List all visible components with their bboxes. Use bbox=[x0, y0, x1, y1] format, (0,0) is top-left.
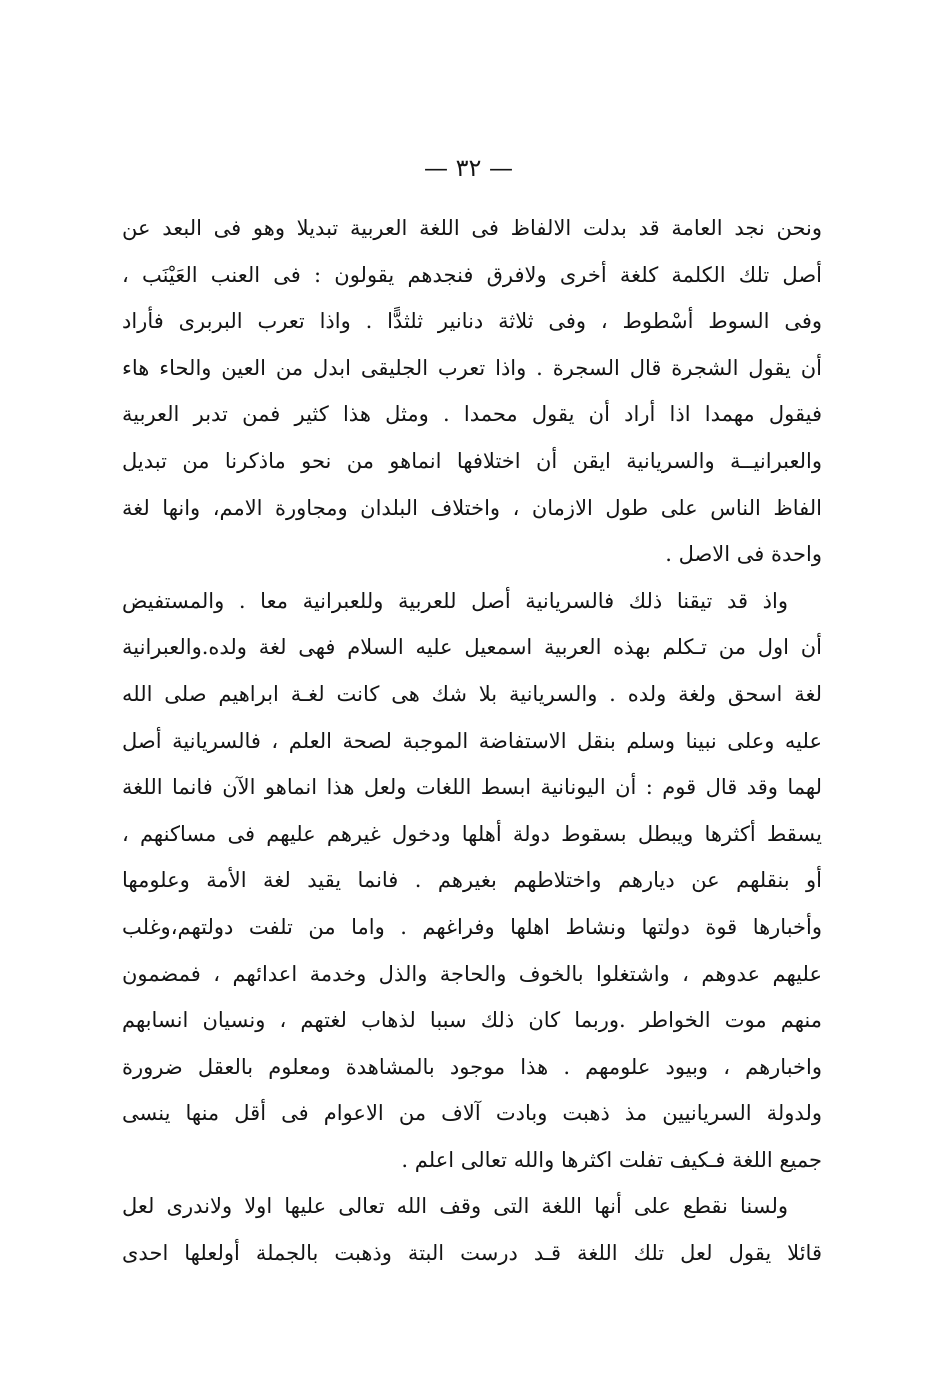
text-line: يسقط أكثرها ويبطل بسقوط دولة أهلها ودخول غيرهم عليهم فى مساكنهم ، bbox=[122, 821, 822, 846]
text-line: جميع اللغة فـكيف تفلت اكثرها والله تعالى اعلم . bbox=[401, 1147, 822, 1172]
text-line: أو بنقلهم عن ديارهم واختلاطهم بغيرهم . فانما يقيد لغة الأمة وعلومها bbox=[122, 868, 822, 893]
body-text bbox=[122, 205, 822, 1277]
text-line: قائلا يقول لعل تلك اللغة قـد درست البتة وذهبت بالجملة أولعلها احدى bbox=[122, 1241, 822, 1266]
text-line: منهم موت الخواطر .وربما كان ذلك سببا لذهاب لغتهم ، ونسيان انسابهم bbox=[122, 1008, 822, 1033]
text-line: عليهم عدوهم ، واشتغلوا بالخوف والحاجة والذل وخدمة اعدائهم ، فمضمون bbox=[122, 961, 822, 986]
text-line: واخبارهم ، وبيود علومهم . هذا موجود بالمشاهدة ومعلوم بالعقل ضرورة bbox=[122, 1054, 822, 1079]
text-line: لغة اسحق ولغة ولده . والسريانية بلا شك هى كانت لغـة ابراهيم صلى الله bbox=[122, 681, 822, 706]
text-line: لهما وقد قال قوم : أن اليونانية ابسط اللغات ولعل هذا انماهو الآن فانما اللغة bbox=[122, 775, 822, 800]
text-line: والعبرانيــة والسريانية ايقن أن اختلافها انماهو من نحو ماذكرنا من تبديل bbox=[122, 448, 822, 473]
text-line: واحدة فى الاصل . bbox=[665, 542, 822, 567]
page-number: — ٣٢ — bbox=[423, 154, 514, 182]
text-line: الفاظ الناس على طول الازمان ، واختلاف البلدان ومجاورة الامم، وانها لغة bbox=[122, 495, 822, 520]
text-line: فيقول مهمدا اذا أراد أن يقول محمدا . ومثل هذا كثير فمن تدبر العربية bbox=[122, 402, 822, 427]
text-line: ولسنا نقطع على أنها اللغة التى وقف الله تعالى عليها اولا ولاندرى لعل bbox=[122, 1194, 788, 1219]
text-line: ونحن نجد العامة قد بدلت الالفاظ فى اللغة العربية تبديلا وهو فى البعد عن bbox=[122, 216, 822, 240]
text-line: أن يقول الشجرة قال السجرة . واذا تعرب الجليقى ابدل من العين والحاء هاء bbox=[122, 355, 822, 380]
text-line: عليه وعلى نبينا وسلم بنقل الاستفاضة الموجبة لصحة العلم ، فالسريانية أصل bbox=[122, 728, 822, 753]
text-line: وفى السوط أسْطوط ، وفى ثلاثة دنانير ثلثدًّا . واذا تعرب البربرى فأراد bbox=[122, 309, 822, 334]
text-line: أن اول من تـكلم بهذه العربية اسمعيل عليه السلام فهى لغة ولده.والعبرانية bbox=[122, 635, 822, 660]
text-line: أصل تلك الكلمة كلغة أخرى ولافرق فنجدهم يقولون : فى العنب العَيْنَب ، bbox=[122, 262, 822, 287]
text-line: وأخبارها قوة دولتها ونشاط اهلها وفراغهم . واما من تلفت دولتهم،وغلب bbox=[122, 914, 822, 939]
text-line: واذ قد تيقنا ذلك فالسريانية أصل للعربية وللعبرانية معا . والمستفيض bbox=[122, 588, 788, 613]
text-line: ولدولة السريانيين مذ ذهبت وبادت آلاف من الاعوام فى أقل منها ينسى bbox=[122, 1101, 822, 1126]
